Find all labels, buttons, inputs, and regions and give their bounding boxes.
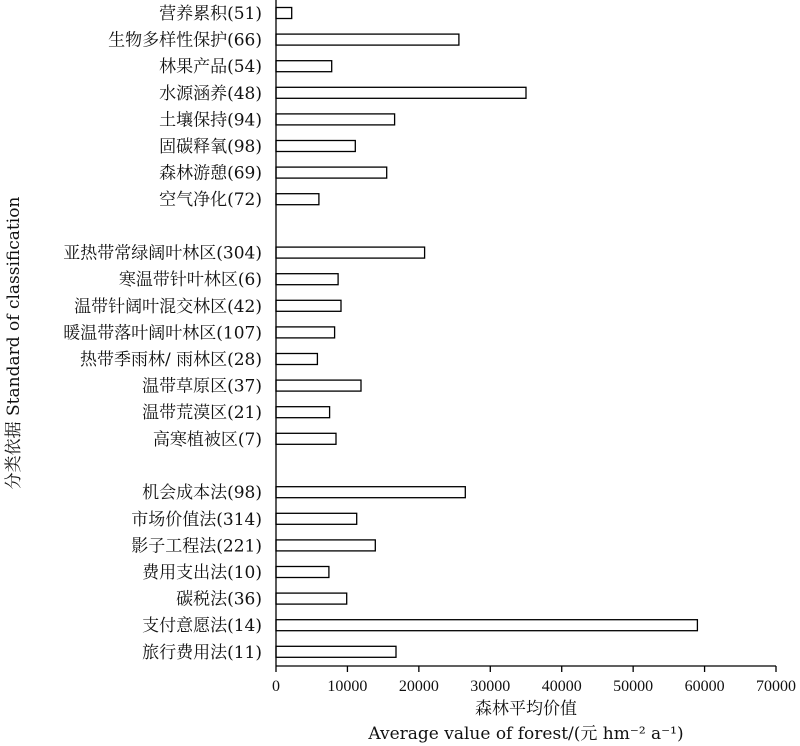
category-label: 市场价值法(314) xyxy=(131,509,262,530)
bar xyxy=(276,327,335,338)
category-label: 旅行费用法(11) xyxy=(142,642,262,663)
bar xyxy=(276,407,330,418)
category-label: 暖温带落叶阔叶林区(107) xyxy=(63,323,262,344)
category-label: 水源涵养(48) xyxy=(159,83,262,104)
bar xyxy=(276,593,347,604)
bar xyxy=(276,194,319,205)
category-label: 高寒植被区(7) xyxy=(152,429,262,450)
x-axis-title-zh: 森林平均价值 xyxy=(475,699,577,719)
category-label: 支付意愿法(14) xyxy=(142,616,262,637)
category-label: 温带草原区(37) xyxy=(142,376,262,397)
category-labels xyxy=(63,4,262,663)
bar xyxy=(276,114,395,125)
x-tick-label: 50000 xyxy=(613,678,654,695)
bar xyxy=(276,61,332,72)
x-tick-label: 0 xyxy=(272,678,280,695)
x-tick-label: 10000 xyxy=(327,678,368,695)
bar xyxy=(276,87,526,98)
bar xyxy=(276,247,425,258)
bar xyxy=(276,380,361,391)
x-tick-label: 70000 xyxy=(756,678,796,695)
x-ticks xyxy=(272,666,796,695)
category-label: 林果产品(54) xyxy=(159,57,262,78)
bar xyxy=(276,433,336,444)
category-label: 营养累积(51) xyxy=(159,4,262,24)
bar xyxy=(276,300,341,311)
x-tick-label: 40000 xyxy=(541,678,582,695)
category-label: 机会成本法(98) xyxy=(142,483,262,504)
bar xyxy=(276,167,387,178)
category-label: 温带针阔叶混交林区(42) xyxy=(74,296,262,317)
category-label: 生物多样性保护(66) xyxy=(108,30,262,51)
x-tick-label: 30000 xyxy=(470,678,511,695)
category-label: 亚热带常绿阔叶林区(304) xyxy=(63,243,262,264)
bar xyxy=(276,620,697,631)
bar xyxy=(276,8,292,19)
bar xyxy=(276,540,375,551)
category-label: 费用支出法(10) xyxy=(142,563,262,583)
bar xyxy=(276,567,329,578)
bar xyxy=(276,513,357,524)
bar xyxy=(276,141,355,152)
x-tick-label: 20000 xyxy=(398,678,439,695)
bar xyxy=(276,487,465,498)
category-label: 森林游憩(69) xyxy=(159,163,262,184)
category-label: 空气净化(72) xyxy=(159,190,262,211)
bar xyxy=(276,274,338,285)
y-axis-title: 分类依据 Standard of classification xyxy=(4,196,24,490)
category-label: 温带荒漠区(21) xyxy=(142,403,262,424)
category-label: 热带季雨林/ 雨林区(28) xyxy=(79,350,262,370)
category-label: 寒温带针叶林区(6) xyxy=(118,270,262,291)
bar xyxy=(276,34,459,45)
category-label: 固碳释氧(98) xyxy=(159,137,262,157)
x-axis-title-en: Average value of forest/(元 hm⁻² a⁻¹) xyxy=(368,724,684,744)
bar xyxy=(276,646,396,657)
bar xyxy=(276,354,317,365)
bars-group xyxy=(276,8,697,658)
x-tick-label: 60000 xyxy=(684,678,725,695)
category-label: 影子工程法(221) xyxy=(131,536,262,557)
category-label: 碳税法(36) xyxy=(176,589,262,610)
category-label: 土壤保持(94) xyxy=(159,110,262,131)
